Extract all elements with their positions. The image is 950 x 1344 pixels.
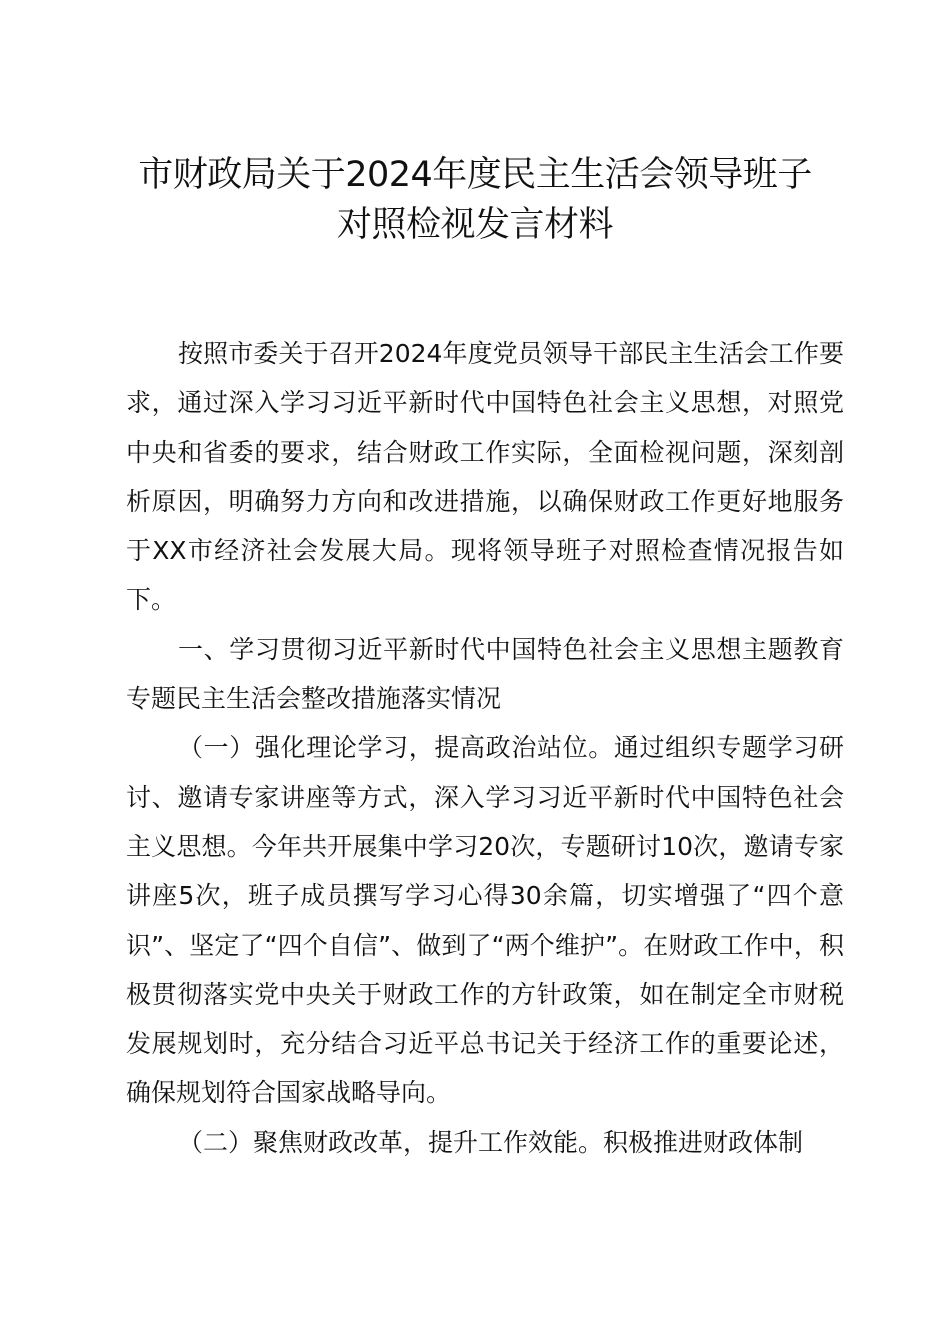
title-line-2: 对照检视发言材料 — [336, 205, 613, 245]
document-title — [100, 150, 850, 250]
document-body — [126, 329, 844, 1167]
intro-paragraph: 按照市委关于召开2024年度党员领导干部民主生活会工作要求，通过深入学习习近平新时代中国特色社会主义思想，对照党中央和省委的要求，结合财政工作实际，全面检视问题，深刻剖析原因，明确努力方向和改进措施，以确保财政工作更好地服务于XX市经济社会发展大局。现将领导班子对照检查情况报告如下。 — [126, 339, 844, 615]
subsection-paragraph-2: （二）聚焦财政改革，提升工作效能。积极推进财政体制 — [178, 1127, 804, 1157]
section-heading-1: 一、学习贯彻习近平新时代中国特色社会主义思想主题教育专题民主生活会整改措施落实情况 — [126, 634, 844, 714]
subsection-paragraph-1: （一）强化理论学习，提高政治站位。通过组织专题学习研讨、邀请专家讲座等方式，深入学习习近平新时代中国特色社会主义思想。今年共开展集中学习20次，专题研讨10次，邀请专家讲座5次，班子成员撰写学习心得30余篇，切实增强了“四个意识”、坚定了“四个自信”、做到了“两个维护”。在财政工作中，积极贯彻落实党中央关于财政工作的方针政策，如在制定全市财税发展规划时，充分结合习近平总书记关于经济工作的重要论述，确保规划符合国家战略导向。 — [126, 733, 844, 1108]
title-line-1: 市财政局关于2024年度民主生活会领导班子 — [138, 155, 812, 195]
